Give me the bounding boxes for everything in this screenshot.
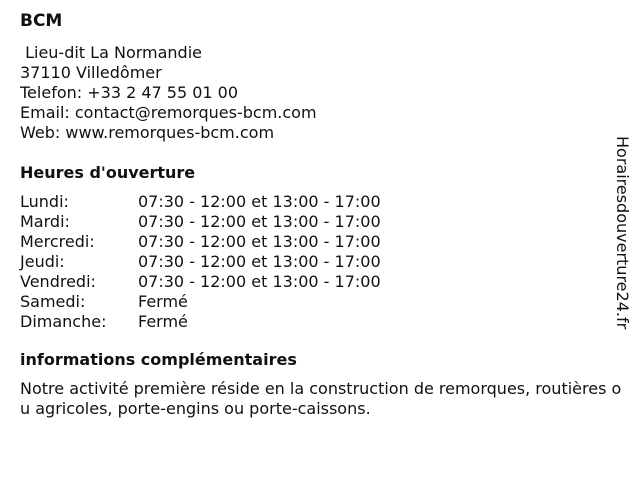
hours-time: Fermé (138, 312, 188, 331)
business-card (20, 10, 630, 419)
hours-time: 07:30 - 12:00 et 13:00 - 17:00 (138, 212, 381, 231)
hours-row-mardi (20, 212, 630, 232)
hours-day: Jeudi: (20, 252, 65, 271)
hours-row-samedi (20, 292, 630, 312)
business-name: BCM (20, 11, 63, 31)
hours-day: Dimanche: (20, 312, 107, 331)
hours-row-vendredi (20, 272, 630, 292)
hours-time: Fermé (138, 292, 188, 311)
hours-day: Vendredi: (20, 272, 96, 291)
email-line: Email: contact@remorques-bcm.com (20, 103, 317, 122)
hours-time: 07:30 - 12:00 et 13:00 - 17:00 (138, 232, 381, 251)
hours-day: Mercredi: (20, 232, 95, 251)
hours-day: Lundi: (20, 192, 69, 211)
hours-time: 07:30 - 12:00 et 13:00 - 17:00 (138, 272, 381, 291)
address-city: 37110 Villedômer (20, 63, 162, 82)
web-line: Web: www.remorques-bcm.com (20, 123, 275, 142)
hours-row-lundi (20, 192, 630, 212)
hours-day: Mardi: (20, 212, 70, 231)
hours-table (20, 192, 630, 332)
hours-day: Samedi: (20, 292, 86, 311)
hours-time: 07:30 - 12:00 et 13:00 - 17:00 (138, 252, 381, 271)
hours-row-jeudi (20, 252, 630, 272)
hours-row-mercredi (20, 232, 630, 252)
info-description: Notre activité première réside en la construction de remorques, routières ou agricoles, porte-engins ou porte-caissons. (20, 379, 622, 418)
watermark (612, 136, 632, 376)
hours-row-dimanche (20, 312, 630, 332)
info-heading: informations complémentaires (20, 350, 297, 369)
address-block (20, 43, 630, 143)
watermark-text: Horairesdouverture24.fr (613, 136, 632, 330)
phone-line: Telefon: +33 2 47 55 01 00 (20, 83, 239, 102)
hours-heading: Heures d'ouverture (20, 163, 196, 182)
hours-time: 07:30 - 12:00 et 13:00 - 17:00 (138, 192, 381, 211)
address-street: Lieu-dit La Normandie (20, 43, 202, 62)
